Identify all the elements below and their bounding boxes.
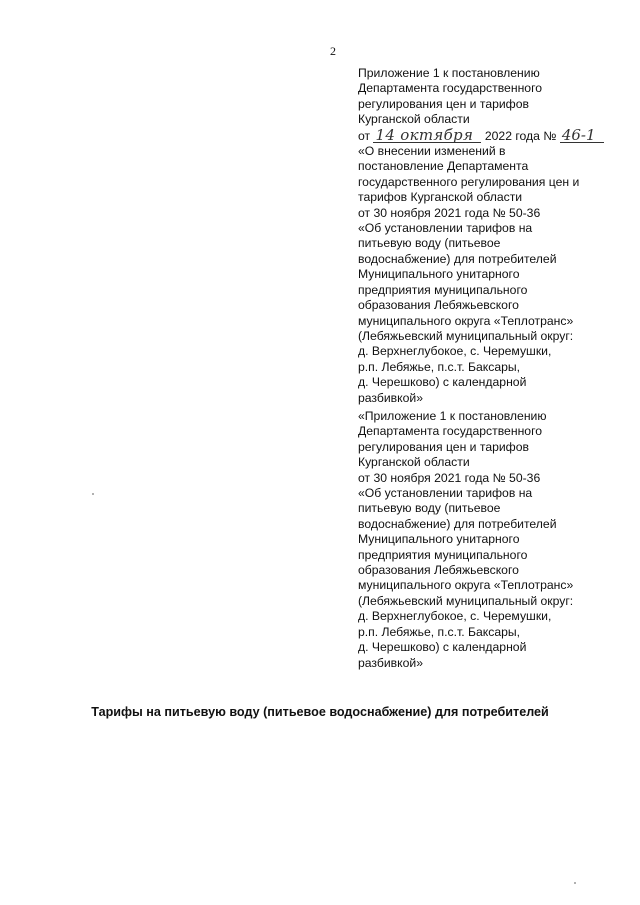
decree-line: от 30 ноября 2021 года № 50-36 (358, 205, 541, 220)
decree-line: предприятия муниципального (358, 282, 528, 297)
decree-line: д. Черешково) с календарной (358, 375, 527, 390)
appendix-line: образования Лебяжьевского (358, 563, 519, 578)
appendix-line: питьевую воду (питьевое (358, 501, 501, 516)
appendix-line: Муниципального унитарного (358, 532, 520, 547)
decree-line: «Об установлении тарифов на (358, 221, 533, 236)
date-prefix: от (358, 128, 371, 143)
appendix-line: д. Верхнеглубокое, с. Черемушки, (358, 609, 552, 624)
appendix-line: от 30 ноября 2021 года № 50-36 (358, 470, 541, 485)
decree-line: р.п. Лебяжье, п.с.т. Баксары, (358, 359, 521, 374)
decree-date-line (358, 125, 618, 144)
appendix-line: р.п. Лебяжье, п.с.т. Баксары, (358, 624, 521, 639)
appendix-line: муниципального округа «Теплотранс» (358, 578, 574, 593)
decree-line: муниципального округа «Теплотранс» (358, 313, 574, 328)
decree-line: тарифов Курганской области (358, 190, 523, 205)
year-text: 2022 года № (484, 128, 557, 143)
appendix-line: Департамента государственного (358, 424, 543, 439)
decree-line: регулирования цен и тарифов (358, 96, 529, 111)
appendix-line: «Об установлении тарифов на (358, 486, 533, 501)
decree-line: Приложение 1 к постановлению (358, 66, 540, 80)
decree-line: питьевую воду (питьевое (358, 236, 501, 251)
scan-artifact (574, 882, 576, 884)
decree-line: государственного регулирования цен и (358, 174, 580, 189)
decree-line: (Лебяжьевский муниципальный округ: (358, 328, 574, 343)
decree-line: Курганской области (358, 112, 470, 127)
decree-line: Муниципального унитарного (358, 267, 520, 282)
tariff-heading: Тарифы на питьевую воду (питьевое водоснабжение) для потребителей (91, 705, 549, 719)
decree-line: образования Лебяжьевского (358, 298, 519, 313)
handwritten-number: 46-1 (560, 128, 604, 143)
handwritten-date: 14 октября (373, 128, 481, 143)
appendix-line: (Лебяжьевский муниципальный округ: (358, 593, 574, 608)
page-number: 2 (330, 44, 336, 58)
decree-line: постановление Департамента (358, 159, 529, 174)
decree-line: «О внесении изменений в (358, 144, 506, 159)
decree-line: разбивкой» (358, 390, 423, 405)
appendix-line: д. Черешково) с календарной (358, 640, 527, 655)
scan-artifact (92, 493, 94, 495)
appendix-line: водоснабжение) для потребителей (358, 516, 557, 531)
appendix-line: Курганской области (358, 455, 470, 470)
appendix-line: предприятия муниципального (358, 547, 528, 562)
appendix-line: регулирования цен и тарифов (358, 439, 529, 454)
decree-line: Департамента государственного (358, 81, 543, 96)
appendix-line: разбивкой» (358, 655, 423, 670)
decree-header (358, 66, 618, 406)
decree-line: д. Верхнеглубокое, с. Черемушки, (358, 344, 552, 359)
decree-line: водоснабжение) для потребителей (358, 251, 557, 266)
appendix-header (358, 409, 618, 671)
appendix-line: «Приложение 1 к постановлению (358, 409, 547, 423)
